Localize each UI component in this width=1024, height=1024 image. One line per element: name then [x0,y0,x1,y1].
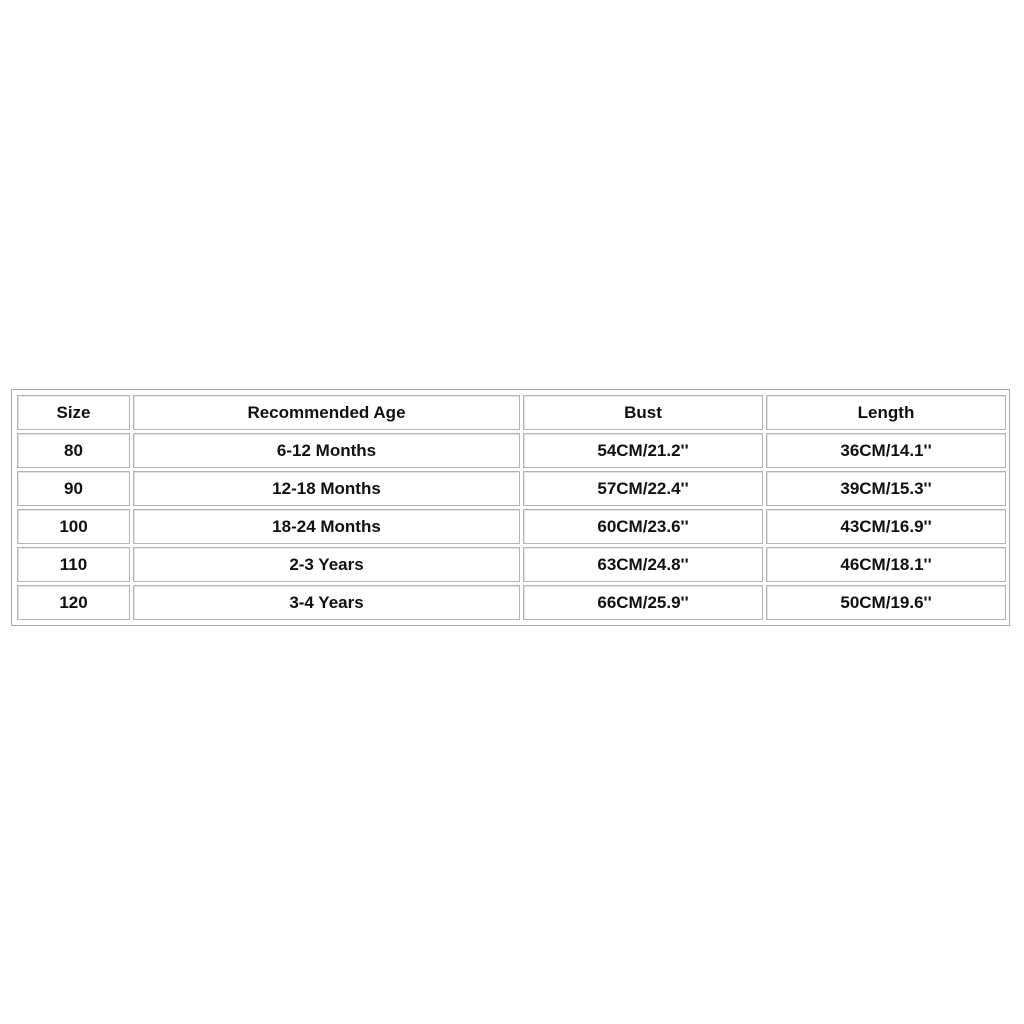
cell-bust: 54CM/21.2'' [523,433,763,468]
header-length: Length [766,395,1006,430]
cell-size: 100 [17,509,130,544]
cell-bust: 60CM/23.6'' [523,509,763,544]
cell-size: 90 [17,471,130,506]
table-row [17,433,1006,468]
cell-bust: 57CM/22.4'' [523,471,763,506]
cell-length: 39CM/15.3'' [766,471,1006,506]
size-chart-table [11,389,1010,626]
cell-bust: 63CM/24.8'' [523,547,763,582]
size-chart [14,392,1009,623]
header-bust: Bust [523,395,763,430]
cell-length: 36CM/14.1'' [766,433,1006,468]
cell-size: 80 [17,433,130,468]
cell-length: 50CM/19.6'' [766,585,1006,620]
header-row [17,395,1006,430]
cell-age: 3-4 Years [133,585,520,620]
header-recommended-age: Recommended Age [133,395,520,430]
table-row [17,585,1006,620]
cell-age: 6-12 Months [133,433,520,468]
cell-age: 12-18 Months [133,471,520,506]
cell-length: 43CM/16.9'' [766,509,1006,544]
cell-length: 46CM/18.1'' [766,547,1006,582]
table-row [17,471,1006,506]
cell-size: 110 [17,547,130,582]
cell-age: 2-3 Years [133,547,520,582]
cell-age: 18-24 Months [133,509,520,544]
header-size: Size [17,395,130,430]
table-row [17,509,1006,544]
cell-bust: 66CM/25.9'' [523,585,763,620]
table-row [17,547,1006,582]
cell-size: 120 [17,585,130,620]
